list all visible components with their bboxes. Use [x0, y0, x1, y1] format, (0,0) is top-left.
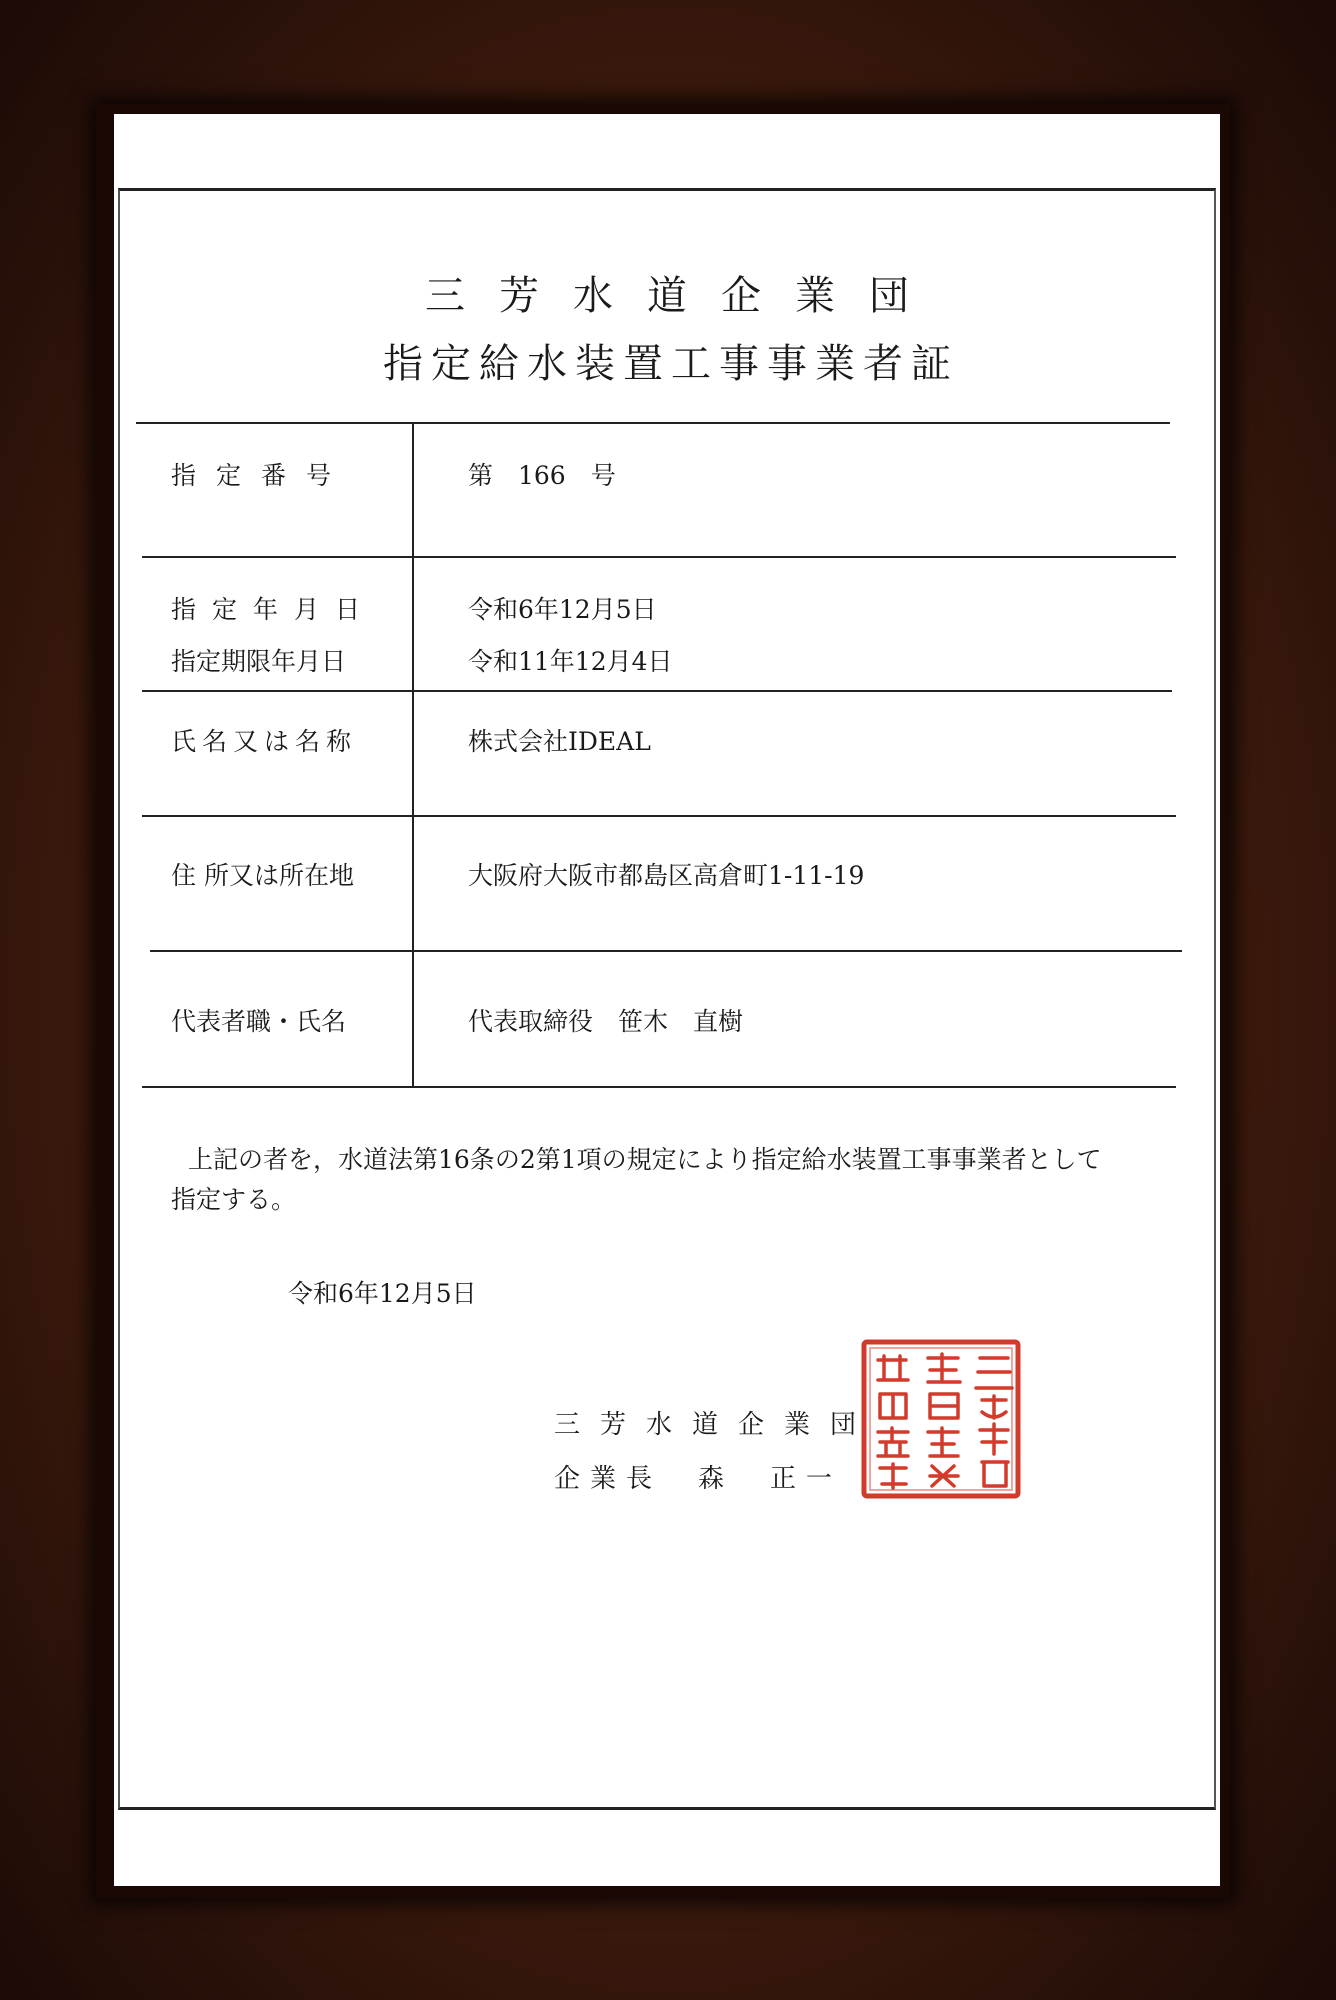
certificate-paper: [114, 114, 1220, 1886]
value-designation-number: 第 166 号: [468, 461, 616, 490]
label-designation-number: 指定番号: [171, 461, 352, 490]
statement-line-1: 上記の者を，水道法第16条の2第1項の規定により指定給水装置工事事業者として: [188, 1145, 1102, 1174]
value-representative: 代表取締役 笹木 直樹: [468, 1007, 744, 1036]
table-line-1: [142, 556, 1176, 558]
issuer-name: 企業長 森 正一: [554, 1464, 843, 1494]
table-divider: [412, 422, 414, 1086]
table-line-2: [142, 690, 1172, 692]
label-representative: 代表者職・氏名: [171, 1007, 347, 1036]
label-designation-date: 指定年月日: [171, 595, 377, 624]
issuer-organization: 三芳水道企業団: [554, 1410, 877, 1440]
label-address: 住 所又は所在地: [171, 861, 354, 890]
official-seal-stamp: [860, 1338, 1022, 1500]
issue-date: 令和6年12月5日: [288, 1279, 477, 1308]
certificate-title: 指定給水装置工事事業者証: [383, 341, 959, 387]
label-expiry-date: 指定期限年月日: [171, 647, 347, 676]
table-line-bottom: [142, 1086, 1176, 1088]
value-address: 大阪府大阪市都島区高倉町1-11-19: [468, 861, 865, 890]
value-expiry-date: 令和11年12月4日: [468, 647, 673, 676]
document-border: [118, 188, 1216, 1810]
statement-line-2: 指定する。: [171, 1185, 297, 1214]
label-company-name: 氏名又は名称: [171, 727, 358, 756]
table-line-3: [142, 815, 1176, 817]
organization-title: 三芳水道企業団: [425, 273, 943, 319]
value-designation-date: 令和6年12月5日: [468, 595, 657, 624]
table-line-4: [150, 950, 1182, 952]
table-line-top: [136, 422, 1170, 424]
value-company-name: 株式会社IDEAL: [468, 727, 651, 756]
